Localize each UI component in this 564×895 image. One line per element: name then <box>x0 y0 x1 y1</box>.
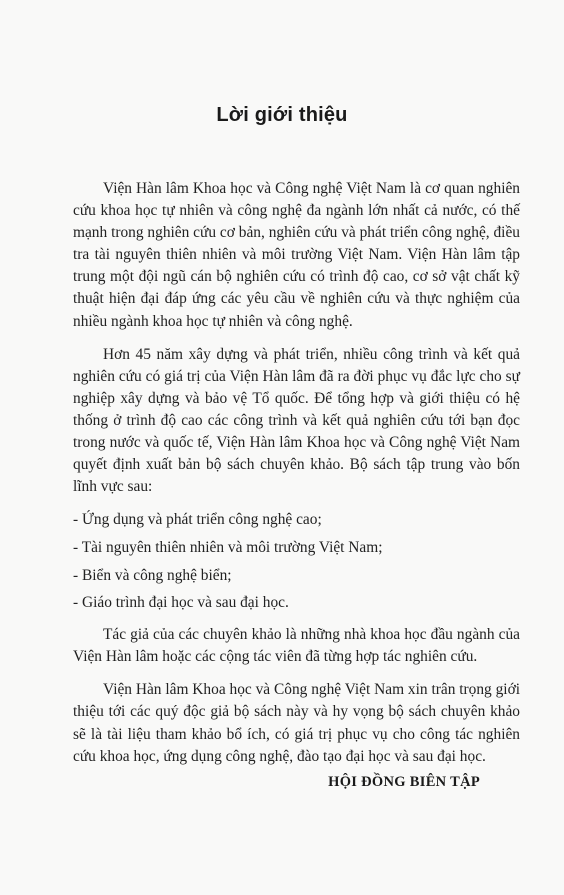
signature: HỘI ĐỒNG BIÊN TẬP <box>328 774 480 790</box>
paragraph-authors: Tác giả của các chuyên khảo là những nhà khoa học đầu ngành của Viện Hàn lâm hoặc các cộng tác viên đã từng hợp tác nghiên cứu. <box>73 626 520 666</box>
list-item: - Ứng dụng và phát triển công nghệ cao; <box>73 511 322 529</box>
paragraph-history: Hơn 45 năm xây dựng và phát triển, nhiều công trình và kết quả nghiên cứu có giá trị của Viện Hàn lâm đã ra đời phục vụ đắc lực cho sự nghiệp xây dựng và bảo vệ Tổ quốc. Để tổng hợp và giới thiệu có hệ thống ở trình độ cao các công trình và kết quả nghiên cứu tới bạn đọc trong nước và quốc tế, Viện Hàn lâm Khoa học và Công nghệ Việt Nam quyết định xuất bản bộ sách chuyên khảo. Bộ sách tập trung vào bốn lĩnh vực sau: <box>73 345 520 496</box>
paragraph-intro: Viện Hàn lâm Khoa học và Công nghệ Việt Nam là cơ quan nghiên cứu khoa học tự nhiên và công nghệ đa ngành lớn nhất cả nước, có thế mạnh trong nghiên cứu cơ bản, nghiên cứu và phát triển công nghệ, điều tra tài nguyên thiên nhiên và môi trường Việt Nam. Viện Hàn lâm tập trung một đội ngũ cán bộ nghiên cứu có trình độ cao, cơ sở vật chất kỹ thuật hiện đại đáp ứng các yêu cầu về nghiên cứu và thực nghiệm của nhiều ngành khoa học tự nhiên và công nghệ. <box>73 180 520 330</box>
page-title: Lời giới thiệu <box>216 104 348 126</box>
field-list <box>73 509 520 614</box>
list-item: - Biển và công nghệ biển; <box>73 566 232 584</box>
list-item: - Tài nguyên thiên nhiên và môi trường Việt Nam; <box>73 538 383 556</box>
document-body <box>73 178 520 779</box>
list-item: - Giáo trình đại học và sau đại học. <box>73 594 289 612</box>
paragraph-closing: Viện Hàn lâm Khoa học và Công nghệ Việt Nam xin trân trọng giới thiệu tới các quý độc giả bộ sách này và hy vọng bộ sách chuyên khảo sẽ là tài liệu tham khảo bổ ích, có giá trị phục vụ cho công tác nghiên cứu khoa học, ứng dụng công nghệ, đào tạo đại học và sau đại học. <box>73 681 520 765</box>
